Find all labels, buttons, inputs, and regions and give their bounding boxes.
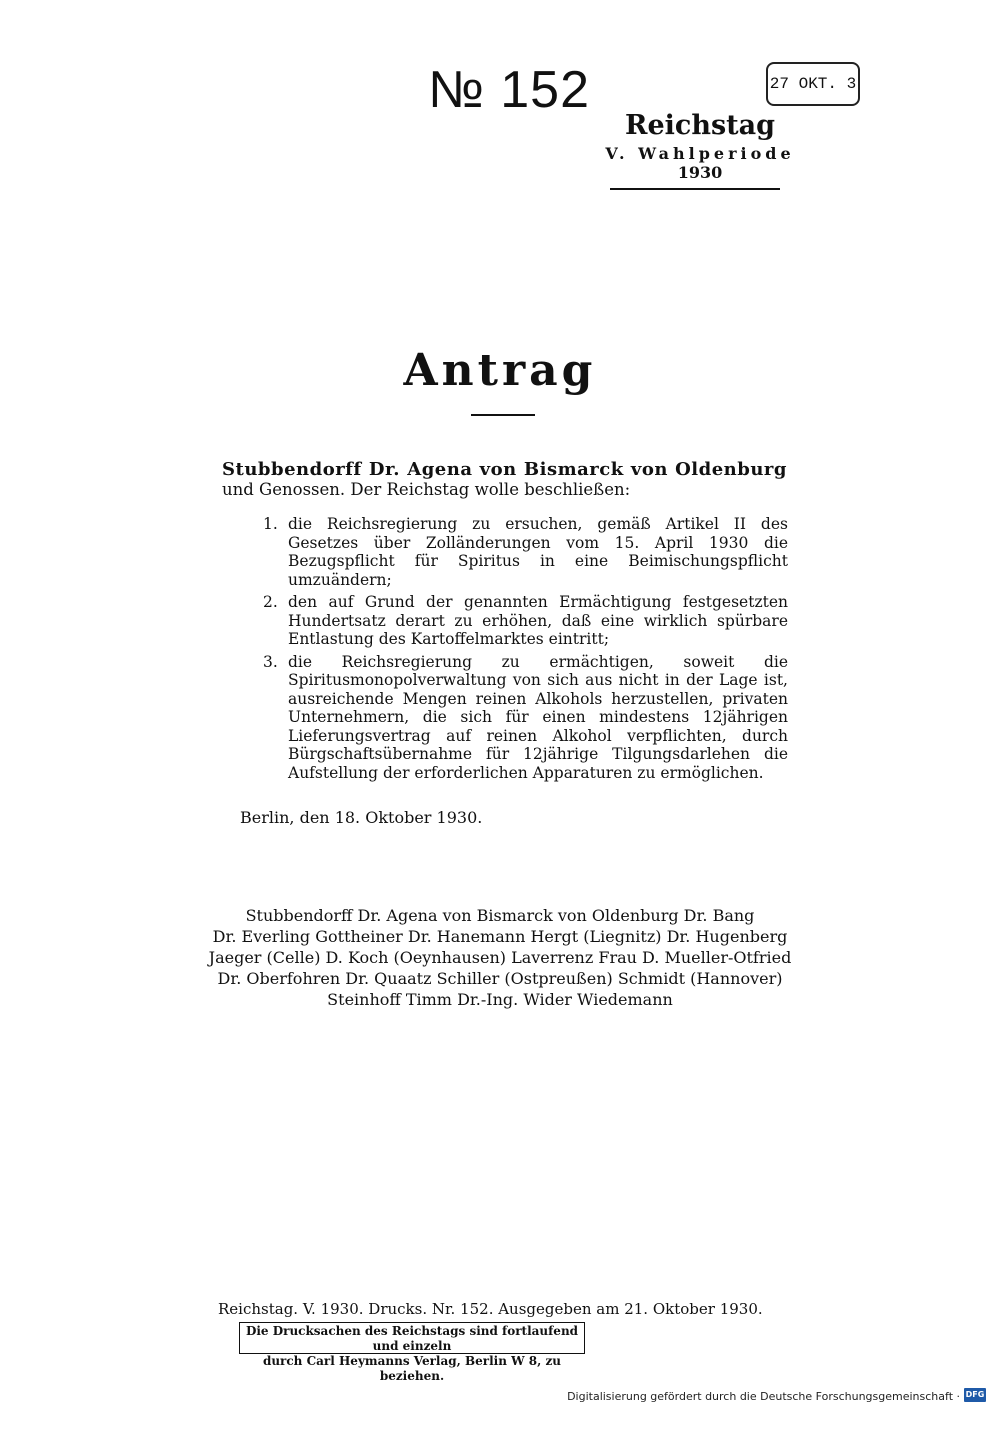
motion-items (263, 515, 788, 786)
header-divider (610, 188, 780, 190)
signer-row: Dr. Oberfohren Dr. Quaatz Schiller (Ostpreußen) Schmidt (Hannover) (217, 969, 783, 988)
dfg-logo: DFG (964, 1388, 986, 1402)
page-title: Antrag (403, 345, 597, 396)
list-item (263, 593, 788, 649)
list-item (263, 653, 788, 783)
signer-row: Stubbendorff Dr. Agena von Bismarck von Oldenburg Dr. Bang (245, 906, 755, 925)
electoral-period: V. Wahlperiode (605, 144, 795, 163)
document-number: № 152 (428, 61, 590, 119)
item-number: 3. (263, 652, 278, 671)
item-number: 1. (263, 515, 278, 533)
list-item (263, 515, 788, 589)
title-divider (471, 414, 535, 416)
received-stamp: 27 OKT. 3 (766, 62, 860, 106)
item-text: die Reichsregierung zu ermächtigen, soweit die Spiritusmonopolverwaltung von sich aus nicht in der Lage ist, ausreichende Mengen reinen Alkohols herzustellen, privaten Unternehmern, die sich für einen mindestens 12jährigen Lieferungsvertrag auf reinen Alkohol verpflichten, durch Bürgschaftsübernahme für 12jährige Tilgungsdarlehen die Aufstellung der erforderlichen Apparaturen zu ermöglichen. (288, 652, 788, 782)
intro-text: und Genossen. Der Reichstag wolle beschließen: (222, 480, 631, 499)
print-footer: Reichstag. V. 1930. Drucks. Nr. 152. Ausgegeben am 21. Oktober 1930. (218, 1300, 763, 1318)
publisher-notice (239, 1322, 585, 1383)
movers: Stubbendorff Dr. Agena von Bismarck von Oldenburg (222, 459, 787, 480)
notice-line: durch Carl Heymanns Verlag, Berlin W 8, zu beziehen. (262, 1354, 562, 1383)
signatories (200, 905, 800, 1010)
signer-row: Steinhoff Timm Dr.-Ing. Wider Wiedemann (327, 990, 673, 1009)
motion-intro (222, 460, 787, 500)
digitization-credit: Digitalisierung gefördert durch die Deutsche Forschungsgemeinschaft · (567, 1390, 960, 1403)
date-line: Berlin, den 18. Oktober 1930. (240, 808, 483, 827)
signer-row: Dr. Everling Gottheiner Dr. Hanemann Hergt (Liegnitz) Dr. Hugenberg (212, 927, 788, 946)
item-text: die Reichsregierung zu ersuchen, gemäß Artikel II des Gesetzes über Zolländerungen vom 15. April 1930 die Bezugspflicht für Spiritus in eine Beimischungspflicht umzuändern; (288, 515, 788, 589)
signer-row: Jaeger (Celle) D. Koch (Oeynhausen) Laverrenz Frau D. Mueller-Otfried (208, 948, 792, 967)
item-text: den auf Grund der genannten Ermächtigung festgesetzten Hundertsatz derart zu erhöhen, daß eine wirklich spürbare Entlastung des Kartoffelmarktes eintritt; (288, 593, 788, 648)
item-number: 2. (263, 593, 278, 611)
notice-line: Die Drucksachen des Reichstags sind fortlaufend und einzeln (245, 1324, 579, 1353)
session-year: 1930 (677, 163, 723, 182)
reichstag-title: Reichstag (625, 110, 775, 141)
